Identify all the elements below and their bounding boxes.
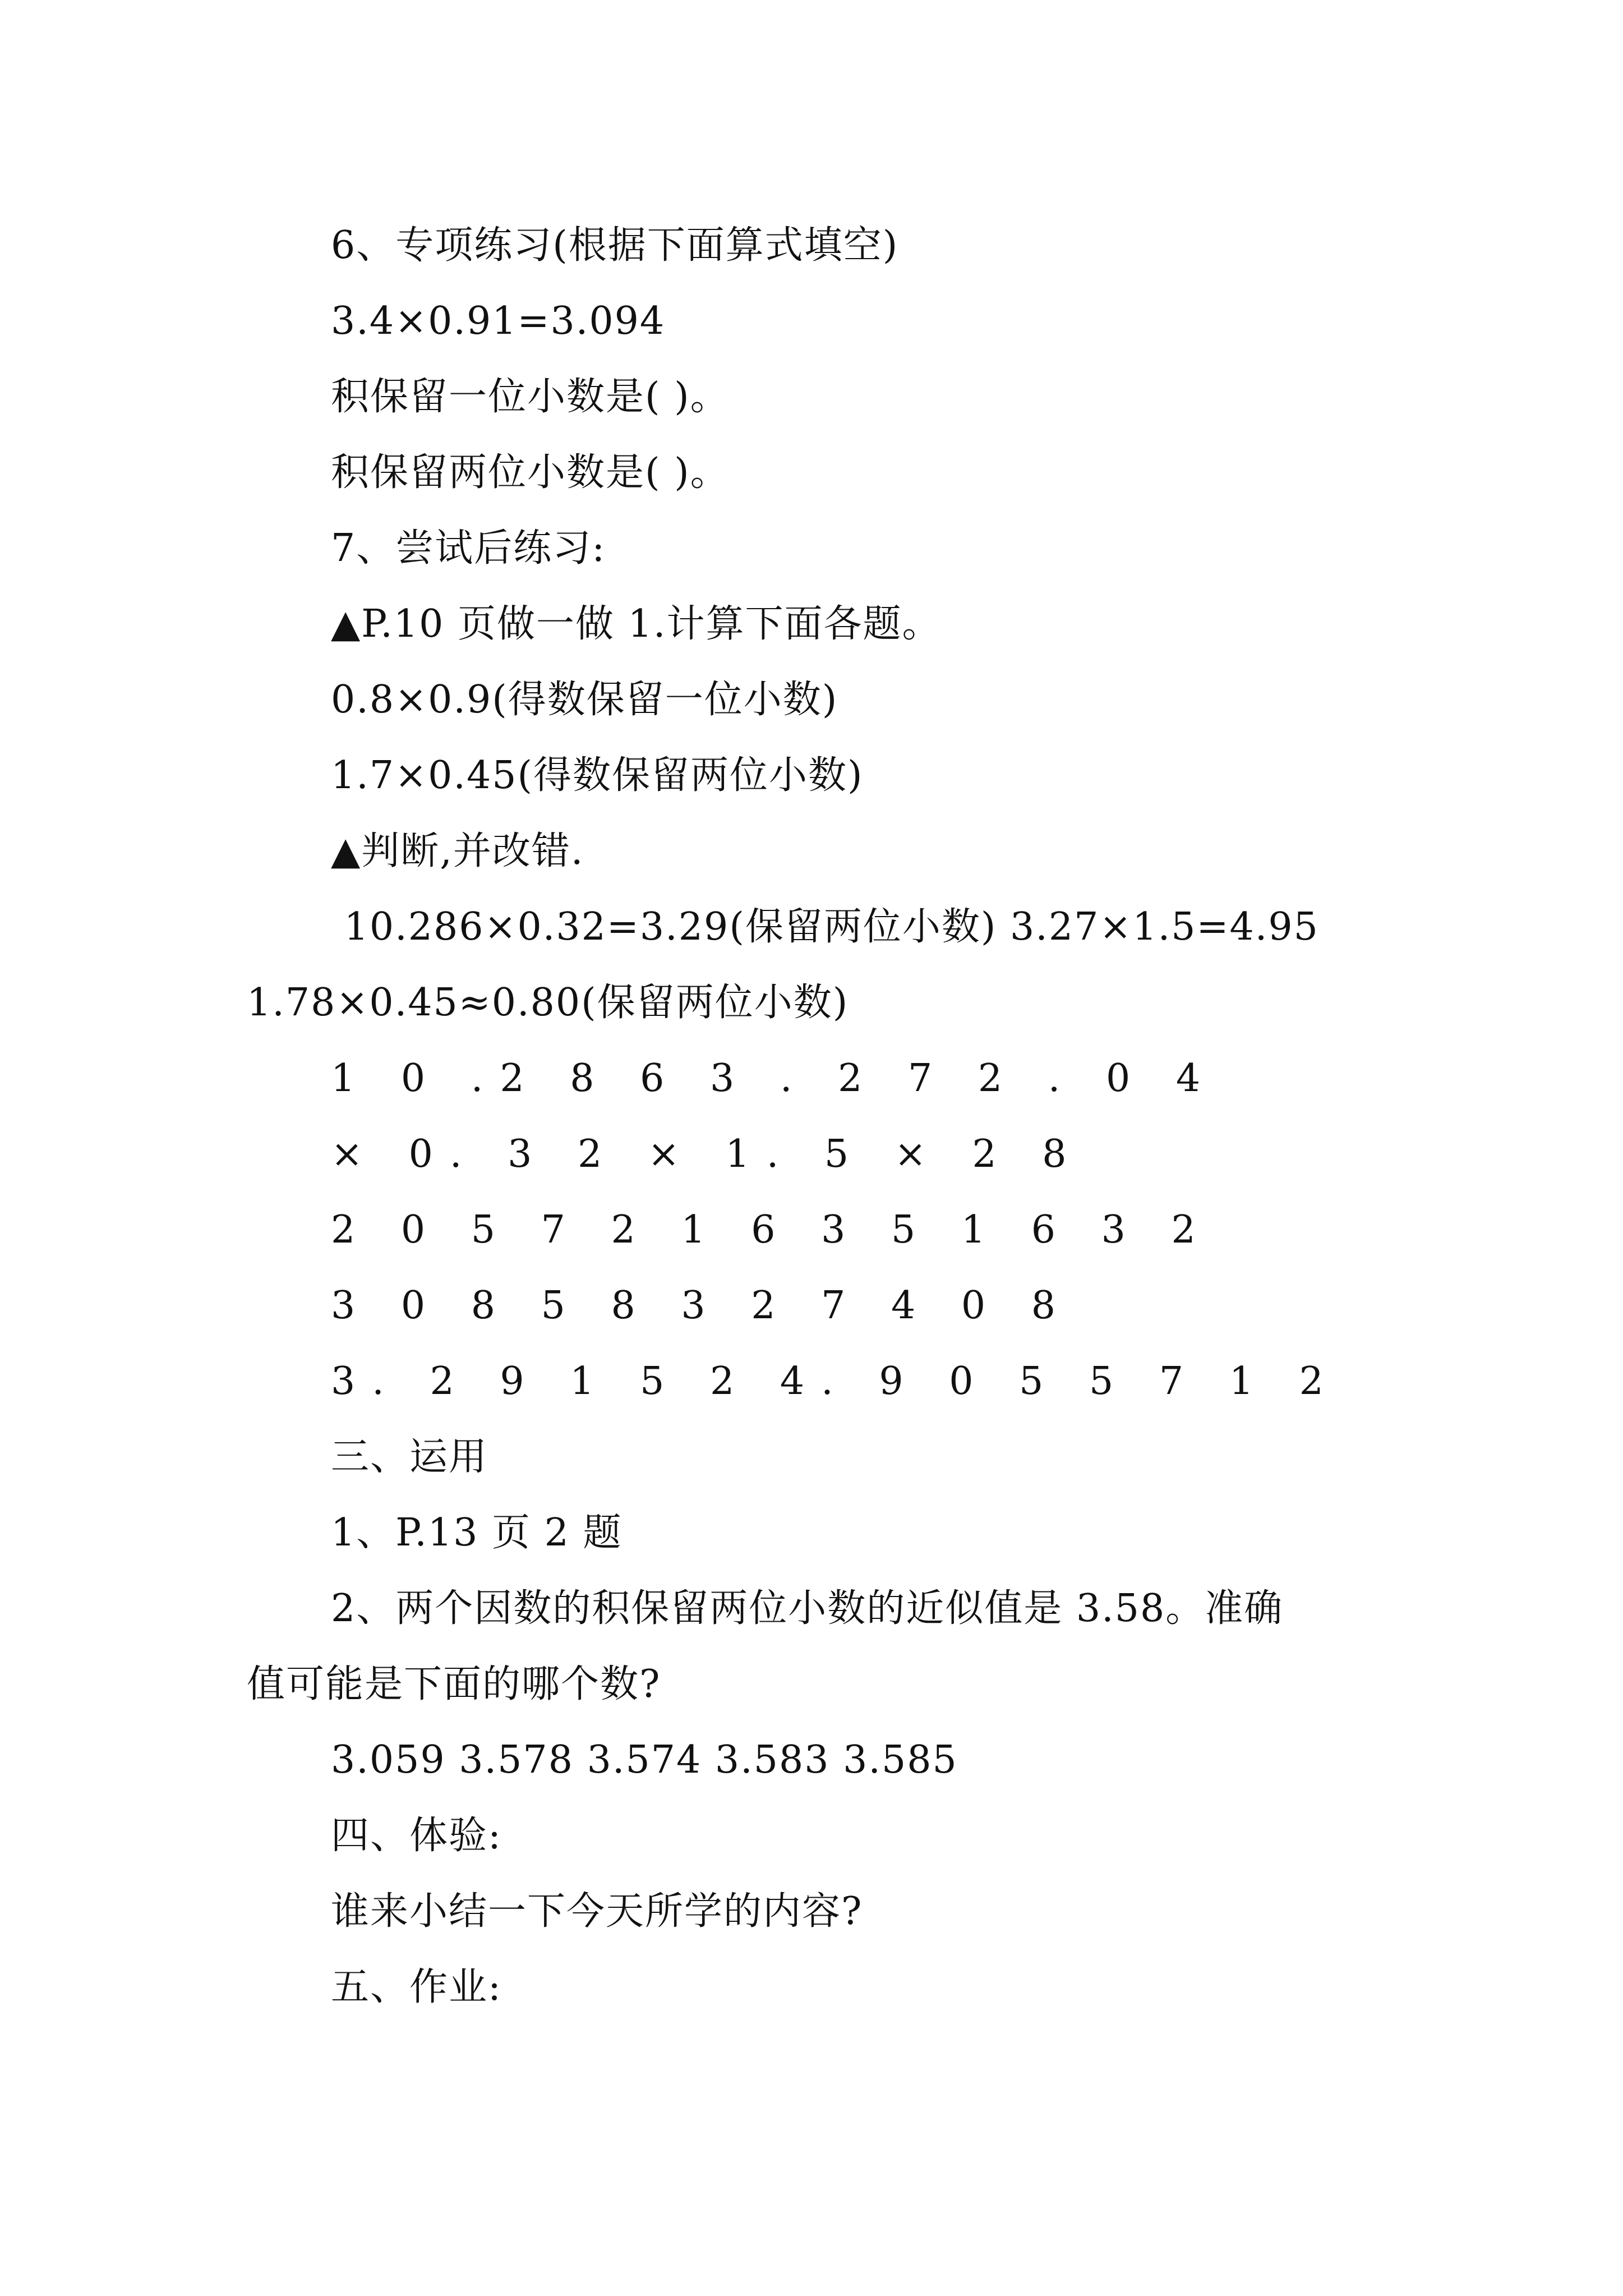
section-heading: 三、运用 — [331, 1435, 488, 1479]
text-line: ▲判断,并改错. — [331, 829, 584, 873]
text-line: 3.059 3.578 3.574 3.583 3.585 — [331, 1738, 958, 1782]
text-line: 1.7×0.45(得数保留两位小数) — [331, 753, 864, 798]
text-line: 0.8×0.9(得数保留一位小数) — [331, 678, 838, 722]
section-heading: 四、体验: — [331, 1814, 502, 1858]
text-line: 10.286×0.32=3.29(保留两位小数) 3.27×1.5=4.95 — [331, 905, 1319, 949]
text-line: 谁来小结一下今天所学的内容? — [331, 1889, 863, 1934]
text-line: 1.78×0.45≈0.80(保留两位小数) — [247, 981, 849, 1025]
text-line: ▲P.10 页做一做 1.计算下面各题。 — [331, 602, 942, 646]
text-line: 积保留一位小数是( )。 — [331, 375, 730, 419]
text-line: 7、尝试后练习: — [331, 526, 606, 570]
section-heading: 五、作业: — [331, 1965, 502, 2009]
text-line: 1、P.13 页 2 题 — [331, 1511, 623, 1555]
vertical-calculation-row: × 0. 3 2 × 1. 5 × 2 8 — [331, 1132, 1083, 1176]
vertical-calculation-row: 3 0 8 5 8 3 2 7 4 0 8 — [331, 1283, 1073, 1328]
vertical-calculation-row: 3. 2 9 1 5 2 4. 9 0 5 5 7 1 2 — [331, 1359, 1340, 1404]
text-line: 3.4×0.91=3.094 — [331, 299, 666, 343]
text-line: 值可能是下面的哪个数? — [247, 1662, 661, 1706]
text-line: 积保留两位小数是( )。 — [331, 450, 730, 495]
text-line: 2、两个因数的积保留两位小数的近似值是 3.58。准确 — [331, 1586, 1284, 1631]
vertical-calculation-row: 2 0 5 7 2 1 6 3 5 1 6 3 2 — [331, 1208, 1212, 1252]
vertical-calculation-row: 1 0 .2 8 6 3 . 2 7 2 . 0 4 — [331, 1056, 1218, 1101]
text-line: 6、专项练习(根据下面算式填空) — [331, 223, 899, 268]
